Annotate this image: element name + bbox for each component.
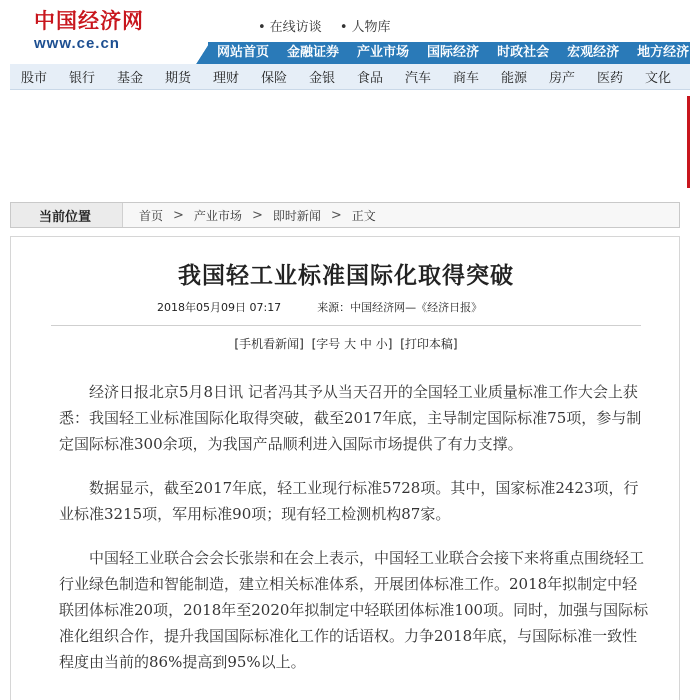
nav-macro[interactable]: 宏观经济 bbox=[567, 45, 620, 60]
nav-home[interactable]: 网站首页 bbox=[217, 45, 270, 60]
top-link-interviews[interactable]: 在线访谈 bbox=[269, 20, 322, 35]
subnav-energy[interactable]: 能源 bbox=[500, 71, 527, 86]
subnav-autos[interactable]: 汽车 bbox=[404, 71, 431, 86]
breadcrumb bbox=[10, 202, 680, 228]
article-title: 我国轻工业标准国际化取得突破 bbox=[178, 262, 514, 289]
subnav-funds[interactable]: 基金 bbox=[116, 71, 143, 86]
subnav-wealth[interactable]: 理财 bbox=[212, 71, 239, 86]
article-tools bbox=[11, 335, 681, 352]
nav-international[interactable]: 国际经济 bbox=[427, 45, 480, 60]
bullet-icon: • bbox=[258, 20, 266, 35]
nav-industry[interactable]: 产业市场 bbox=[357, 45, 410, 60]
logo-chinese: 中国经济网 bbox=[34, 8, 144, 33]
nav-finance[interactable]: 金融证券 bbox=[287, 45, 340, 60]
subnav-insurance[interactable]: 保险 bbox=[260, 71, 287, 86]
font-size-control[interactable]: [字号 大 中 小] bbox=[311, 337, 393, 351]
sub-nav bbox=[10, 64, 690, 90]
subnav-futures[interactable]: 期货 bbox=[164, 71, 191, 86]
nav-local[interactable]: 地方经济 bbox=[637, 45, 690, 60]
logo-url: www.ce.cn bbox=[34, 35, 120, 52]
top-link-people[interactable]: 人物库 bbox=[351, 20, 391, 35]
article-source[interactable]: 来源：中国经济网—《经济日报》 bbox=[317, 301, 483, 314]
main-nav bbox=[208, 42, 690, 64]
chevron-right-icon: > bbox=[330, 207, 342, 223]
site-logo[interactable] bbox=[34, 8, 164, 58]
subnav-stocks[interactable]: 股市 bbox=[20, 71, 47, 86]
article bbox=[10, 236, 680, 700]
article-paragraph: 中国轻工业联合会会长张崇和在会上表示，中国轻工业联合会接下来将重点围绕轻工行业绿色制造和智能制造，建立相关标准体系，开展团体标准工作。2018年拟制定中轻联团体标准20项，2018年至2020年拟制定中轻联团体标准100项。同时，加强与国际标准化组织合作，提升我国国际标准化工作的话语权。力争2018年底，与国际标准一致性程度由当前的86%提高到95%以上。 bbox=[59, 549, 649, 671]
subnav-realestate[interactable]: 房产 bbox=[548, 71, 575, 86]
divider bbox=[51, 325, 641, 326]
article-date: 2018年05月09日 07:17 bbox=[157, 301, 282, 314]
article-meta bbox=[157, 299, 482, 315]
chevron-right-icon: > bbox=[173, 207, 184, 223]
breadcrumb-news[interactable]: 即时新闻 bbox=[272, 208, 321, 223]
top-links bbox=[258, 16, 405, 35]
nav-politics[interactable]: 时政社会 bbox=[497, 45, 550, 60]
mobile-news-link[interactable]: [手机看新闻] bbox=[234, 337, 304, 351]
article-paragraph: 数据显示，截至2017年底，轻工业现行标准5728项。其中，国家标准2423项，行业标准3215项，军用标准90项；现有轻工检测机构87家。 bbox=[59, 479, 639, 523]
breadcrumb-current: 正文 bbox=[351, 208, 376, 223]
print-link[interactable]: [打印本稿] bbox=[400, 337, 458, 351]
subnav-commercial-vehicles[interactable]: 商车 bbox=[452, 71, 479, 86]
subnav-gold[interactable]: 金银 bbox=[308, 71, 335, 86]
breadcrumb-items bbox=[123, 207, 376, 224]
breadcrumb-industry[interactable]: 产业市场 bbox=[193, 208, 242, 223]
subnav-banks[interactable]: 银行 bbox=[68, 71, 95, 86]
article-paragraph: 经济日报北京5月8日讯 记者冯其予从当天召开的全国轻工业质量标准工作大会上获悉：我国轻工业标准国际化取得突破，截至2017年底，主导制定国际标准75项，参与制定国际标准300余项，为我国产品顺利进入国际市场提供了有力支撑。 bbox=[59, 383, 642, 453]
breadcrumb-label: 当前位置 bbox=[11, 203, 123, 227]
subnav-pharma[interactable]: 医药 bbox=[596, 71, 623, 86]
subnav-food[interactable]: 食品 bbox=[356, 71, 383, 86]
subnav-culture[interactable]: 文化 bbox=[644, 71, 671, 86]
chevron-right-icon: > bbox=[251, 207, 263, 223]
bullet-icon: • bbox=[339, 20, 348, 35]
article-body bbox=[59, 379, 649, 693]
breadcrumb-home[interactable]: 首页 bbox=[139, 208, 164, 223]
